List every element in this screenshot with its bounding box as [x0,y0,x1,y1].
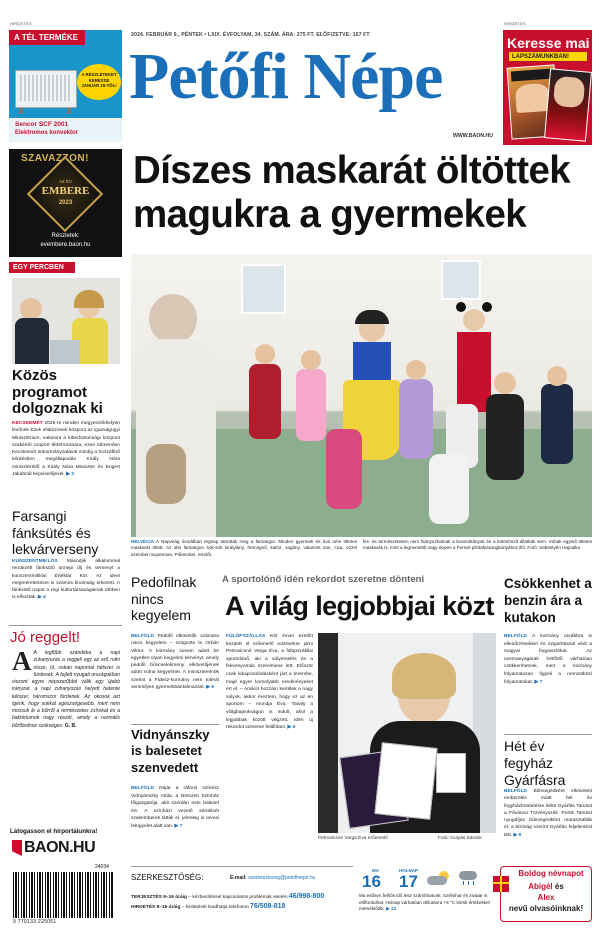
line2-phone[interactable]: 76/508-818 [249,903,286,910]
kozos-body: KECSKEMÉT 2025-re minden megyeszékhelyen lévőnek Ezek ellátózonek központ az igazságügyi Minisztérium, valamint a kiberbiztonsági központ szakértői csoport létrehozására, ezen túlmenően Kecskemét önkormányzatával mindig a hozzáférő kérdésben megállapodás Király Nóra miniszterétől a Király Nóra Miniszter és Engert Jakabnál képviselőjével. ▶ 3 [12,421,121,478]
kozos-lead: KECSKEMÉT [12,421,43,426]
ad-product-line2: Elektromos konvektor [15,130,79,136]
feature-photo-credit: Fotó: Gulyás Sándor [438,836,482,841]
vote-foot2[interactable]: evembere.baon.hu [40,242,91,248]
baon-logo-icon [12,840,22,856]
pedofilnak-lead: BELFÖLD [131,634,155,639]
feature-photo-caption: Petrovicsné Varga Éva erőemelő [318,836,388,841]
kozos-ref: 3 [71,472,74,478]
weather-label-tomorrow: HOLNAP [399,868,418,873]
ad-label-right: HIRDETÉS [504,21,526,26]
nameday-names-2 [500,893,592,902]
feature-lead: FÜLÖPSZÁLLÁS [226,634,266,639]
divider [131,866,353,867]
feature-body: FÜLÖPSZÁLLÁS Két évvel ezelőtt kezdett el erőemelő edzésekre járni Petrovicsné Varga Éva, a fülöpszállási sportolónő, aki a súlyemelés és a fekvenyomás szerelmese lett. Először csak kikapcsolódásként járt a terembe, majd egyre komolyabb eredményeket ért el. – Amikor hozzám kerültek a nagy súlyok, akkor éreztem, hogy ez az én sportom – mondja Éva. Tavaly a világbajnokságon is indult, ahol a legjobbak között végzett. Idén új rekordot szeretne felállítani. ▶ 6 [226,634,313,731]
weather-body: Ma esősen felhős idő lesz számíthatunk. Szélvihar és zivatar is előfordulhat. Holnap várhatóan délutánra +5 °C körüli értékekkel mérséklődik. ▶ 13 [359,893,490,912]
jo-reggelt-sign: G. B. [64,722,77,729]
nameday-names [500,882,592,891]
magazine-cover-icon [544,68,592,141]
benzin-text: A kormány továbbra is ellenőrzésekkel és szigorítással védi a magyar fogyasztókat. Az üzemanyagárak hétfőtől várhatóan csökkenhetnek, mert a kormány folyamatosan figyeli a nemzetközi folyamatokat. [504,634,592,685]
cloud-sun-icon [427,871,449,885]
het-ev-text: Bűnsegédként elkövetett emberölés miatt hét év fegyházbüntetésre ítélte Gyárfás Tamást a Fővárosi Törvényszék. Portik Tamást nyugdíjas bűnsegédként marasztalták el, a bíróság szerint Gyárfás feljelentést tett. [504,789,592,838]
weather-text: Ma esősen felhős idő lesz számíthatunk. Szélvihar és zivatar is előfordulhat. Holnap várhatóan délutánra +5 °C körüli értékekkel mérséklődik. [359,893,490,912]
top-left-ad[interactable] [9,30,122,142]
farsang-text: Másodjik alkalommal rendezett fánksütő ünnepi díj és versenyt a kunszentmiklósi Értéktár Kör. Az ideei megmérettetésre is számos finomság érkezett. A fánksütő napot a régi kultúrtársaságainak többen is elhoztak. [12,559,120,601]
nameday-line3: nevű olvasóinknak! [508,904,584,913]
baon-ad-line[interactable]: Látogasson el hírportálunkra! [10,828,98,835]
nameday-line1: Boldog névnapot [518,869,584,878]
ad-bubble-text: A RÉSZLETEKET KERESSE JANUÁR 25-TŐL! [81,72,117,88]
cloud-rain-icon [459,871,477,885]
kozos-text: 2025-re minden megyeszékhelyen lévőnek Ezek ellátózonek központ az igazságügyi Minisztérium, valamint a kiberbiztonsági központ szakértői csoport létrehozására, ezen túlmenően Kecskemét önkormányzatával mindig a hozzáférő kérdésben megállapodás Király Nóra miniszterétől a Király Nóra Miniszter és Engert Jakabnál képviselőjével. [12,421,121,478]
heater-foot [67,108,71,114]
pedofilnak-title[interactable]: Pedofilnak nincs kegyelem [131,574,197,623]
weather-temp-tomorrow: 17 [399,872,418,891]
benzin-lead: BELFÖLD [504,634,528,639]
line1-phone[interactable]: 46/998-800 [288,893,325,900]
jo-reggelt-text: A legfőbb szándéka a napi zuhanyozás a reggeli egy az erő rutin része, ül, sokan napontal hétszer is fürdenek. A fejlett nyugati országokban viszont egyre népszerűbbé válik egy újabb irányzat, a napi zuhanyozás helyett hetente kétszer, háromszor fürdenek. Az okosok azt ígérik, hogy sokkal egészségesebb, mert nem mossuk le a bőrről a természetes zsírokat és a baktériumok nagy részét, amely a normális bőrflórához szükséges. [12,650,120,729]
feature-text: Két évvel ezelőtt kezdett el erőemelő edzésekre járni Petrovicsné Varga Éva, a fülöpszállási sportolónő, aki a súlyemelés és a fekvenyomás szerelmese lett. Először csak kikapcsolódásként járt a terembe, majd egyre komolyabb eredményeket ért el. – Amikor hozzám kerültek a nagy súlyok, akkor éreztem, hogy ez az én sportom – mondja Éva. Tavaly a világbajnokságon is indult, ahol a legjobbak között végzett. Idén új rekordot szeretne felállítani. [226,634,313,731]
ad-sub: LAPSZÁMUNKBAN! [512,53,569,60]
line2-text: – hirdetését leadhatja telefonon [181,905,249,910]
feature-ref: 6 [292,725,296,731]
line1-label: TERJESZTÉS 8–16 óráig [131,895,187,900]
masthead-site[interactable]: WWW.BAON.HU [453,133,494,139]
advert-line [131,903,285,910]
benzin-ref: 7 [539,679,543,685]
badge-main: EMBERE [41,185,90,197]
heater-icon [15,70,77,108]
feature-kicker: A sportolónő idén rekordot szeretne dönteni [222,574,425,585]
email-label: E-mail: [230,875,247,881]
dateline: 2024. FEBRUÁR 9., PÉNTEK • LXIX. ÉVFOLYAM, 34. SZÁM. ÁRA: 275 FT. ELŐFIZETVE: 167 FT [131,32,370,38]
pedofilnak-text: Pedofil elkövetők számára nincs kegyelem – szögezte le Orbán Viktor. A kormány sosem adott be egyetlen olyan kegyelmi kérvényt, amely pedofil bűncselekmény elkövetőjének adott volna kegyelmet. A miniszterelnök szerint a Fidesz-kormány nem tolerál semmilyen gyermekbántalmazást. [131,634,219,691]
feature-photo [318,633,496,833]
vidnyanszky-text: Rájár a ráfonó színész Vidnyánszky Attila, a Nemzeti Színház főigazgatója, akit szerdán este baleset ért. A színházi vezető sérülését szakemberek látták el, jelenleg is orvosi felügyelet alatt van. [131,786,219,829]
weather-temp-today: 16 [362,872,381,891]
main-headline[interactable]: Díszes maskarát öltöttek magukra a gyermekek [133,149,571,236]
farsang-ref: 4 [42,595,46,601]
line1-text: – kézbesítéssel kapcsolatos problémák esetén [188,895,288,900]
benzin-body: BELFÖLD A kormány továbbra is ellenőrzésekkel és szigorítással védi a magyar fogyasztókat. Az üzemanyagárak hétfőtől várhatóan csökkenhetnek, mert a kormány folyamatosan figyeli a nemzetközi folyamatokat. ▶ 7 [504,634,592,685]
caption-text: A Napvirág óvodában tegnap tartották meg a farsangot. Minden gyermek és óvó néni ötletes maskarát öltött. Az idei farsangon sok-sok királylány, hercegnő, kalóz, vagány, valamint sün, cica, ezzel szemben Superman, Pókember, rendőr, [131,539,357,557]
nameday-and: és [554,882,564,891]
baon-logo[interactable]: BAON.HU [24,839,96,856]
vote-ad-head: SZAVAZZON! [21,153,89,164]
nameday-name1: Abigél [528,882,553,891]
divider [9,625,122,626]
vidnyanszky-body: BELFÖLD Rájár a ráfonó színész Vidnyánszky Attila, a Nemzeti Színház főigazgatója, akit szerdán este baleset ért. A színházi vezető sérülését szakemberek látták el, jelenleg is orvosi felügyelet alatt van. ▶ 7 [131,786,219,829]
het-ev-title[interactable]: Hét év fegyház Gyárfásra [504,738,566,788]
weather-ref: 13 [390,906,397,912]
barcode-digits: 9 770133 225051 [13,919,57,925]
het-ev-ref: 9 [518,832,522,838]
jo-reggelt-body: A A legfőbb szándéka a napi zuhanyozás a reggeli egy az erő rutin része, ül, sokan napontal hétszer is fürdenek. A fejlett nyugati országokban viszont egyre népszerűbbé válik egy újabb irányzat, a napi zuhanyozás helyett hetente kétszer, háromszor fürdenek. Az okosok azt ígérik, hogy sokkal egészségesebb, mert nem mossuk le a bőrről a természetes zsírokat és a baktériumok nagy részét, amely a normális bőrflórához szükséges. G. B. [12,646,120,729]
farsang-body: KUNSZENTMIKLÓS Másodjik alkalommal rendezett fánksütő ünnepi díj és versenyt a kunszentmiklósi Értéktár Kör. Az ideei megmérettetésre is számos finomság érkezett. A fánksütő napot a régi kultúrtársaságainak többen is elhoztak. ▶ 4 [12,559,120,601]
masthead-title: Petőfi Népe [129,40,443,113]
vote-ad[interactable] [9,149,122,257]
ad-headline: Keresse mai [507,35,590,51]
kozos-title[interactable]: Közös programot dolgoznak ki [12,367,103,417]
het-ev-body: BELFÖLD Bűnsegédként elkövetett emberölés miatt hét év fegyházbüntetésre ítélte Gyárfás Tamást a Fővárosi Törvényszék. Portik Tamást nyugdíjas bűnsegédként marasztalták el, a bíróság szerint Gyárfás feljelentést tett. ▶ 9 [504,789,592,838]
farsang-lead: KUNSZENTMIKLÓS [12,559,58,564]
photo-caption [131,539,357,558]
editorial-email[interactable]: szerkesztoseg@petofinepe.hu [248,875,316,881]
main-photo [131,254,592,537]
barcode [9,864,122,924]
distribution-line [131,893,324,900]
benzin-title[interactable]: Csökkenhet a benzin ára a kutakon [504,576,592,625]
weather-label-today: MA [372,868,379,873]
kozos-photo [12,278,120,364]
egy-percben-label: EGY PERCBEN [13,264,64,271]
nameday-name2: Alex [537,893,555,902]
ad-product-line1: Sencor SCF 2001 [15,121,69,128]
vote-foot1: Részletek: [51,233,80,239]
line2-label: HIRDETÉS 8–16 óráig [131,905,181,910]
vidnyanszky-lead: BELFÖLD [131,786,155,791]
top-right-ad[interactable] [503,30,592,145]
barcode-icon [13,872,113,918]
pedofilnak-ref: 5 [211,685,215,691]
photo-caption-2: kis- és természetesen nem hiányozhatnak a boszorkányok és a különböző állatkák sem. Vohak egyedi ötletes maskarák is, mint a legnemebb vagy éppen a Ferrari-pilótafarsangkártyához illő. Fotó: Sebestyén Hajnalka [363,539,592,551]
het-ev-lead: BELFÖLD [504,789,528,794]
caption-lead: HELVÉCIA [131,539,154,544]
pedofilnak-body: BELFÖLD Pedofil elkövetők számára nincs kegyelem – szögezte le Orbán Viktor. A kormány sosem adott be egyetlen olyan kegyelmi kérvényt, amely pedofil bűncselekmény elkövetőjének adott volna kegyelmet. A miniszterelnök szerint a Fidesz-kormány nem tolerál semmilyen gyermekbántalmazást. ▶ 5 [131,634,219,691]
vidnyanszky-title[interactable]: Vidnyánszky is balesetet szenvedett [131,727,210,775]
jo-reggelt-head: Jó reggelt! [10,629,81,646]
editorial-label: SZERKESZTŐSÉG: [131,873,204,882]
divider [131,724,219,725]
ad-label-left: HIRDETÉS [10,21,32,26]
badge-small: AZ ÉV [58,179,72,184]
vidnyanszky-ref: 7 [179,823,183,829]
divider [504,734,592,735]
feature-title[interactable]: A világ legjobbjai közt [225,591,494,621]
badge-year: 2023 [58,200,73,206]
editorial-email-line [230,875,315,881]
heater-foot [19,108,23,114]
farsang-title[interactable]: Farsangi fánksütés és lekvárverseny [12,508,99,557]
barcode-top: 24034 [95,864,109,870]
ad-ribbon-text: A TÉL TERMÉKE [14,33,79,42]
